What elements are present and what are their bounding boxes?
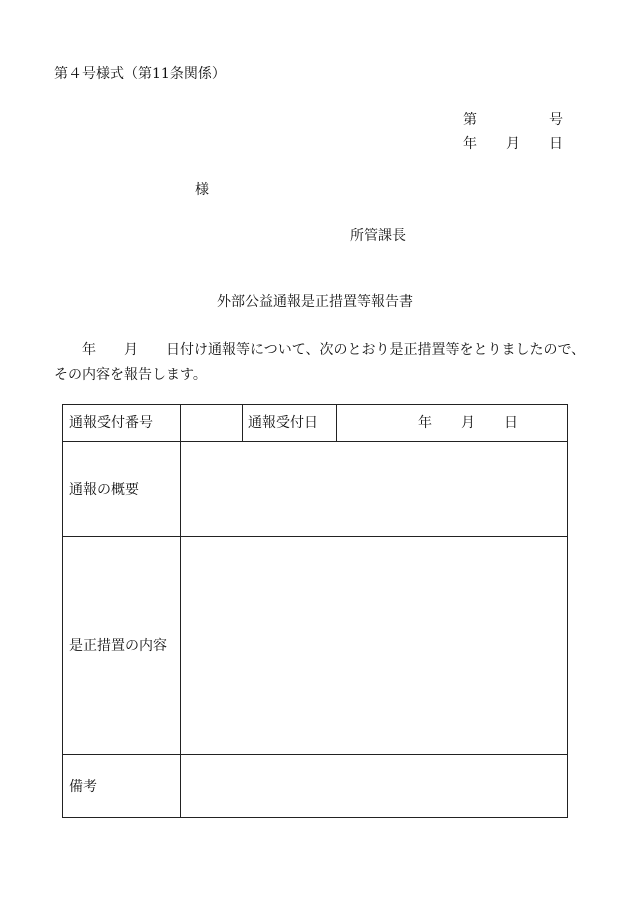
form-number: 第４号様式（第11条関係） (54, 66, 226, 82)
column-divider (336, 405, 337, 441)
correction-label: 是正措置の内容 (69, 638, 167, 654)
body-day-text: 日付け通報等について、次のとおり是正措置等をとりましたので、 (166, 342, 586, 358)
summary-label: 通報の概要 (69, 482, 139, 498)
summary-field[interactable] (187, 447, 563, 531)
row-divider (63, 536, 567, 537)
body-month-label: 月 (124, 342, 138, 358)
addressee-suffix: 様 (195, 182, 209, 198)
body-year-label: 年 (82, 342, 96, 358)
receipt-day-label: 日 (504, 415, 518, 431)
column-divider (242, 405, 243, 441)
remarks-label: 備考 (69, 779, 97, 795)
correction-field[interactable] (187, 542, 563, 748)
remarks-field[interactable] (187, 760, 563, 812)
document-title: 外部公益通報是正措置等報告書 (217, 294, 413, 310)
row-divider (63, 754, 567, 755)
receipt-month-label: 月 (461, 415, 475, 431)
document-number-suffix: 号 (549, 112, 563, 128)
report-table (62, 404, 568, 818)
receipt-number-field[interactable] (186, 415, 240, 431)
body-paragraph-line2: その内容を報告します。 (54, 367, 207, 383)
receipt-year-label: 年 (418, 415, 432, 431)
receipt-number-label: 通報受付番号 (69, 415, 153, 431)
date-day-label: 日 (549, 136, 563, 152)
date-year-label: 年 (463, 136, 477, 152)
row-divider (63, 441, 567, 442)
receipt-date-label: 通報受付日 (248, 415, 318, 431)
date-month-label: 月 (506, 136, 520, 152)
label-column-divider (180, 405, 181, 817)
body-paragraph-line1 (54, 342, 585, 358)
document-number-prefix: 第 (463, 112, 477, 128)
issuer-title: 所管課長 (350, 228, 406, 244)
